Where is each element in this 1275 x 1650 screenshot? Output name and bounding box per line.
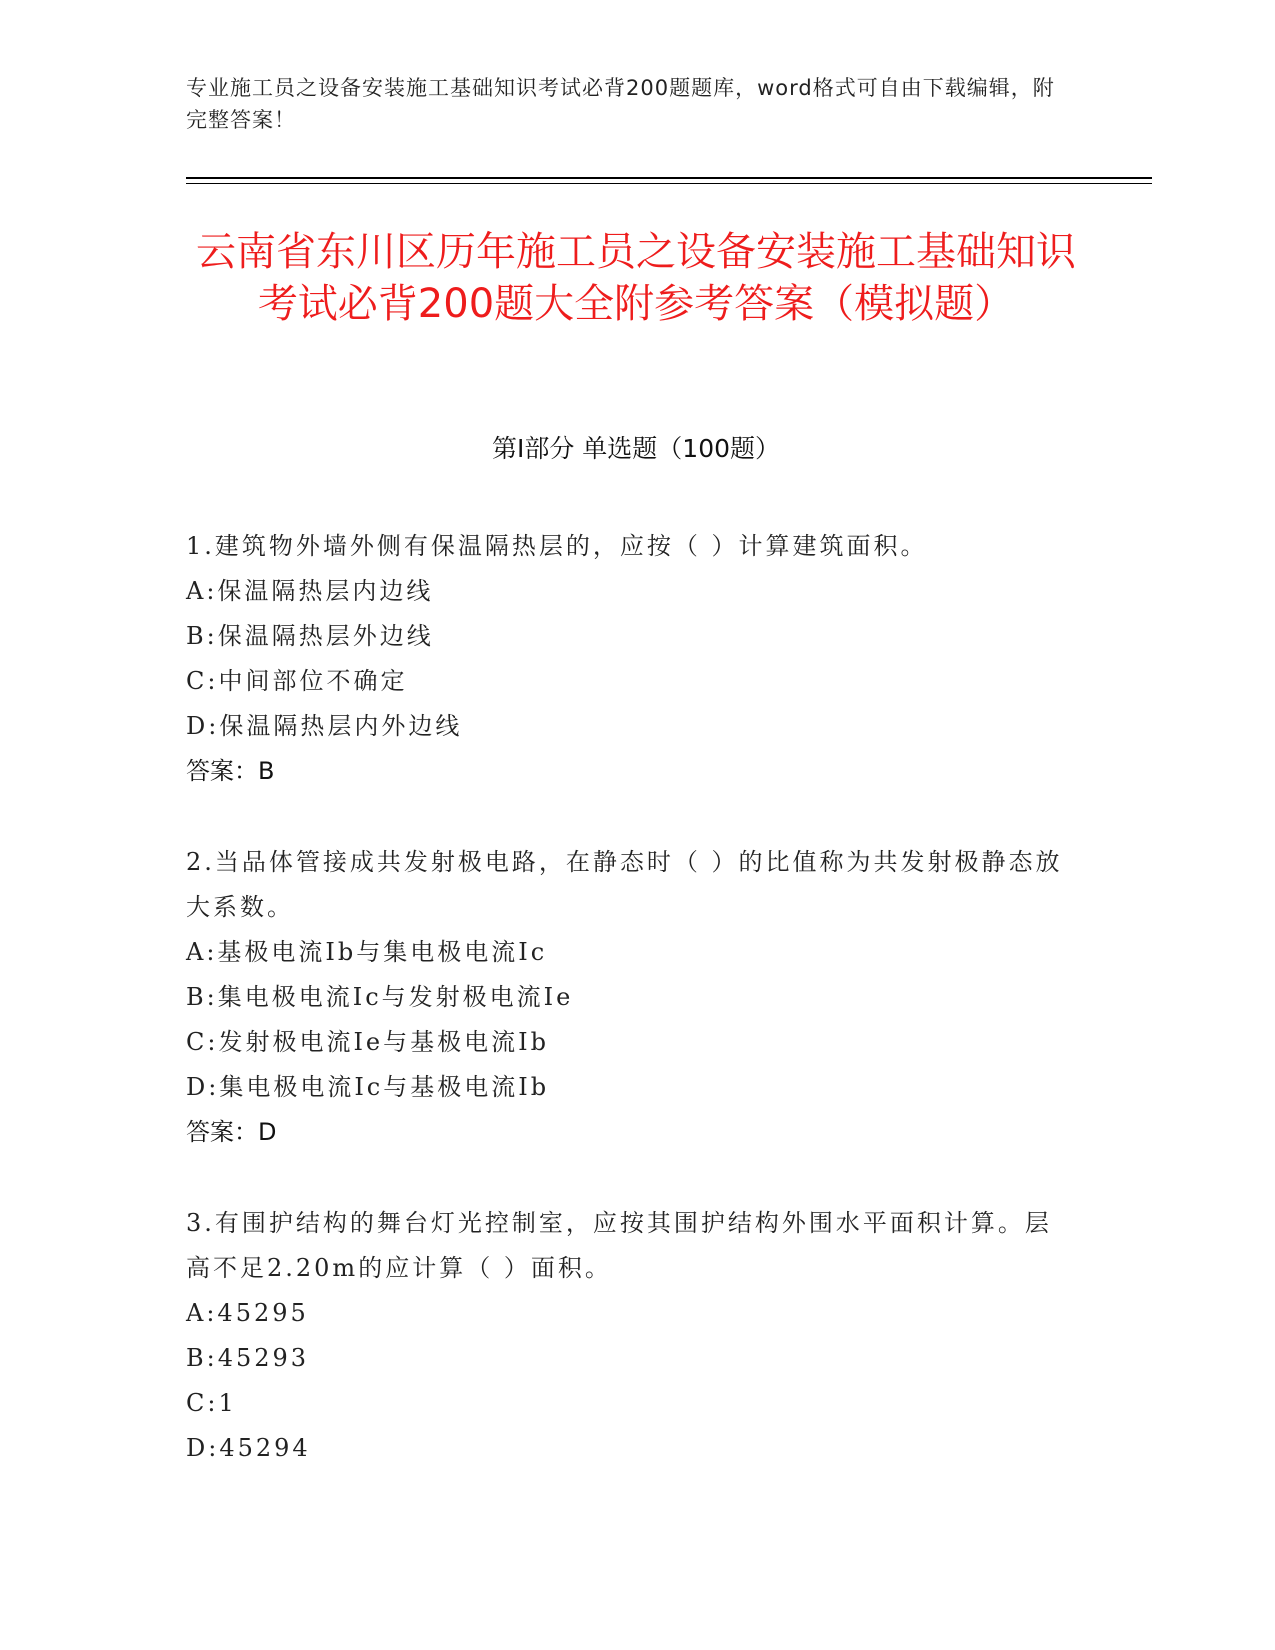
section-title: 第Ⅰ部分 单选题（100题） [491, 434, 781, 463]
option-a: A:45295 [186, 1299, 309, 1327]
answer: 答案：D [186, 1118, 277, 1146]
question-2 [186, 840, 1086, 1155]
option-a: A:保温隔热层内边线 [186, 577, 434, 605]
question-3 [186, 1201, 1086, 1471]
question-1 [186, 524, 1086, 794]
document-title: 云南省东川区历年施工员之设备安装施工基础知识考试必背200题大全附参考答案（模拟题） [196, 229, 1076, 327]
question-list [186, 524, 1086, 1517]
question-stem: 2.当品体管接成共发射极电路，在静态时（ ）的比值称为共发射极静态放大系数。 [186, 848, 1063, 921]
option-c: C:中间部位不确定 [186, 667, 408, 695]
option-b: B:保温隔热层外边线 [186, 622, 434, 650]
header-rule-thick [186, 177, 1152, 179]
header-note: 专业施工员之设备安装施工基础知识考试必背200题题库，word格式可自由下载编辑，附完整答案！ [186, 76, 1055, 132]
option-a: A:基极电流Ib与集电极电流Ic [186, 938, 548, 966]
option-d: D:45294 [186, 1434, 311, 1462]
answer: 答案：B [186, 757, 275, 785]
option-d: D:集电极电流Ic与基极电流Ib [186, 1073, 550, 1101]
question-stem: 3.有围护结构的舞台灯光控制室，应按其围护结构外围水平面积计算。层高不足2.20m的应计算（ ）面积。 [186, 1209, 1052, 1282]
option-b: B:45293 [186, 1344, 310, 1372]
option-b: B:集电极电流Ic与发射极电流Ie [186, 983, 574, 1011]
option-c: C:1 [186, 1389, 237, 1417]
header-rule-thin [186, 183, 1152, 184]
option-d: D:保温隔热层内外边线 [186, 712, 463, 740]
option-c: C:发射极电流Ie与基极电流Ib [186, 1028, 549, 1056]
question-stem: 1.建筑物外墙外侧有保温隔热层的，应按（ ）计算建筑面积。 [186, 532, 928, 560]
